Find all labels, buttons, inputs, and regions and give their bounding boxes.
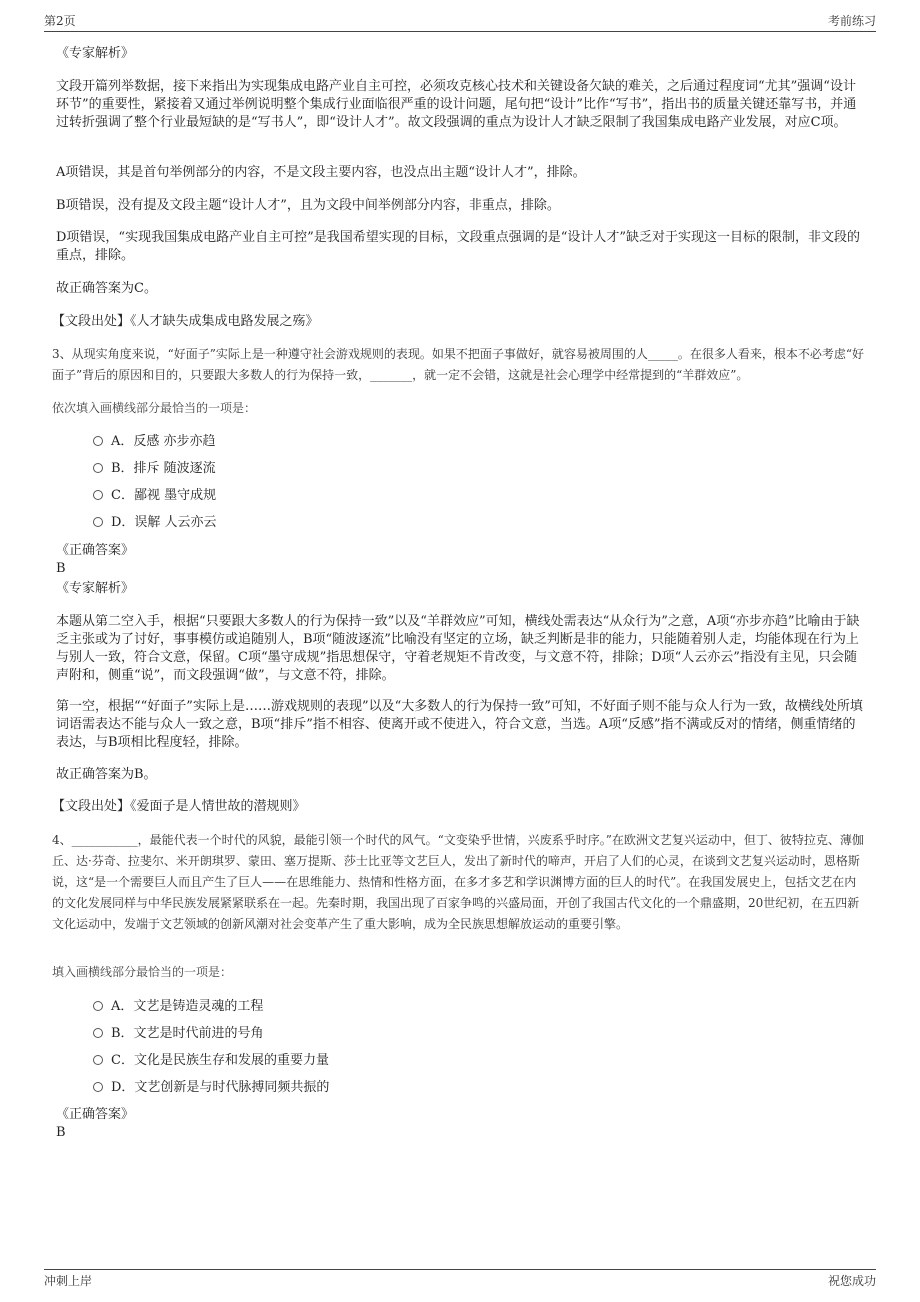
option-label: D．文艺创新是与时代脉搏同频共振的	[111, 1080, 330, 1095]
answer-conclusion: 故正确答案为C。	[56, 281, 157, 296]
option-a[interactable]	[93, 998, 263, 1016]
option-c[interactable]	[93, 487, 216, 505]
option-label: A．反感 亦步亦趋	[111, 434, 216, 449]
option-d[interactable]	[93, 514, 217, 532]
page-header	[44, 12, 876, 32]
analysis-paragraph: 本题从第二空入手，根据“只要跟大多数人的行为保持一致”以及“羊群效应”可知，横线处需表达“从众行为”之意，A项“亦步亦趋”比喻由于缺乏主张或为了讨好，事事模仿或追随别人，B项“随波逐流”比喻没有坚定的立场，缺乏判断是非的能力，只能随着别人走，均能体现在行为上与别人一致，符合文意，保留。C项“墨守成规”指思想保守，守着老规矩不肯改变，与文意不符，排除；D项“人云亦云”指没有主见，只会随声附和，侧重“说”，而文段强调“做”，与文意不符，排除。	[56, 614, 860, 683]
correct-answer: B	[56, 1125, 66, 1140]
analysis-paragraph: 第一空，根据““好面子”实际上是……游戏规则的表现”以及“大多数人的行为保持一致”可知，不好面子则不能与众人行为一致，故横线处所填词语需表达不能与众人一致之意，B项“排斥”指不相容、使离开或不使进入，符合文意，当选。A项“反感”指不满或反对的情绪，侧重情绪的表达，与B项相比程度轻，排除。	[56, 699, 863, 750]
option-label: B．文艺是时代前进的号角	[111, 1026, 264, 1041]
expert-analysis-label: 《专家解析》	[56, 581, 135, 596]
question-prompt-4: 填入画横线部分最恰当的一项是：	[52, 965, 233, 979]
correct-answer-label: 《正确答案》	[56, 1107, 135, 1122]
question-stem-4: 4、___________，最能代表一个时代的风貌，最能引领一个时代的风气。“文变染乎世情，兴废系乎时序。”在欧洲文艺复兴运动中，但丁、彼特拉克、薄伽丘、达·芬奇、拉斐尔、米开朗琪罗、蒙田、塞万提斯、莎士比亚等文艺巨人，发出了新时代的啼声，开启了人们的心灵，在谈到文艺复兴运动时，恩格斯说，这“是一个需要巨人而且产生了巨人——在思维能力、热情和性格方面，在多才多艺和学识渊博方面的巨人的时代”。在我国发展史上，包括文艺在内的文化发展同样与中华民族发展紧紧联系在一起。先秦时期，我国出现了百家争鸣的兴盛局面，开创了我国古代文化的一个鼎盛期，20世纪初，在五四新文化运动中，发端于文艺领域的创新风潮对社会变革产生了重大影响，成为全民族思想解放运动的重要引擎。	[52, 833, 864, 931]
correct-answer: B	[56, 561, 66, 576]
radio-icon[interactable]	[93, 1001, 103, 1011]
page-number: 第2页	[44, 14, 76, 28]
page-footer	[44, 1272, 876, 1292]
option-label: B．排斥 随波逐流	[111, 461, 216, 476]
radio-icon[interactable]	[93, 436, 103, 446]
analysis-option-a: A项错误，其是首句举例部分的内容，不是文段主要内容，也没点出主题“设计人才”，排除。	[56, 165, 586, 180]
option-label: C．文化是民族生存和发展的重要力量	[111, 1053, 329, 1068]
header-divider	[44, 31, 876, 32]
radio-icon[interactable]	[93, 1055, 103, 1065]
radio-icon[interactable]	[93, 463, 103, 473]
option-b[interactable]	[93, 1025, 264, 1043]
footer-left-text: 冲刺上岸	[44, 1274, 93, 1288]
expert-analysis-label: 《专家解析》	[56, 46, 135, 61]
option-label: A．文艺是铸造灵魂的工程	[111, 999, 264, 1014]
analysis-option-b: B项错误，没有提及文段主题“设计人才”，且为文段中间举例部分内容，非重点，排除。	[56, 198, 560, 213]
radio-icon[interactable]	[93, 490, 103, 500]
option-b[interactable]	[93, 460, 216, 478]
question-prompt-3: 依次填入画横线部分最恰当的一项是：	[52, 401, 257, 415]
option-label: D．误解 人云亦云	[111, 515, 217, 530]
header-title: 考前练习	[827, 14, 876, 28]
option-label: C．鄙视 墨守成规	[111, 488, 217, 503]
radio-icon[interactable]	[93, 1082, 103, 1092]
option-d[interactable]	[93, 1079, 329, 1097]
option-a[interactable]	[93, 433, 216, 451]
question-stem-3: 3、从现实角度来说，“好面子”实际上是一种遵守社会游戏规则的表现。如果不把面子事做好，就容易被周围的人_____。在很多人看来，根本不必考虑“好面子”背后的原因和目的，只要跟大多数人的行为保持一致，_______，就一定不会错，这就是社会心理学中经常提到的“羊群效应”。	[52, 347, 865, 382]
radio-icon[interactable]	[93, 517, 103, 527]
option-c[interactable]	[93, 1052, 329, 1070]
correct-answer-label: 《正确答案》	[56, 543, 135, 558]
source-citation: 【文段出处】《爱面子是人情世故的潜规则》	[52, 799, 306, 814]
radio-icon[interactable]	[93, 1028, 103, 1038]
source-citation: 【文段出处】《人才缺失成集成电路发展之殇》	[52, 314, 319, 329]
analysis-paragraph: 文段开篇列举数据，接下来指出为实现集成电路产业自主可控，必须攻克核心技术和关键设备欠缺的难关，之后通过程度词“尤其”强调“设计环节”的重要性，紧接着又通过举例说明整个集成行业面临很严重的设计问题，尾句把“设计”比作“写书”，指出书的质量关键还靠写书，并通过转折强调了整个行业最短缺的是“写书人”，即“设计人才”。故文段强调的重点为设计人才缺乏限制了我国集成电路产业发展，对应C项。	[56, 79, 857, 130]
footer-right-text: 祝您成功	[827, 1274, 876, 1288]
analysis-option-d: D项错误，“实现我国集成电路产业自主可控”是我国希望实现的目标，文段重点强调的是“设计人才”缺乏对于实现这一目标的限制，非文段的重点，排除。	[56, 230, 861, 263]
answer-conclusion: 故正确答案为B。	[56, 767, 157, 782]
footer-divider	[44, 1269, 876, 1270]
